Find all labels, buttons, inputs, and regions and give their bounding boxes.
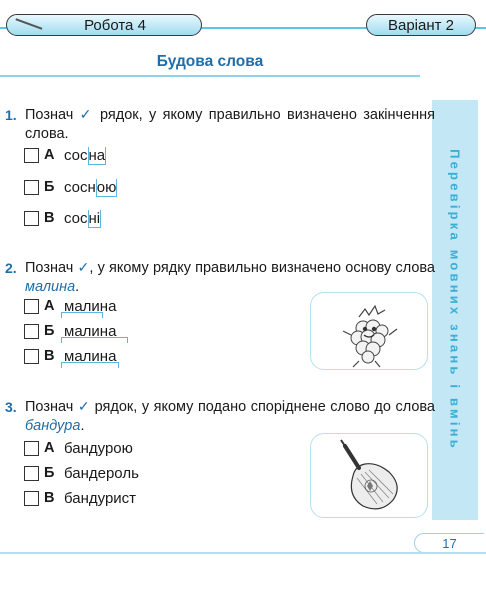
keyword: бандура: [25, 418, 81, 434]
ending-mark: на: [88, 147, 106, 164]
option-word: малина: [64, 348, 117, 365]
option-word: бандероль: [64, 465, 139, 482]
stem-mark: [61, 337, 128, 343]
stem-mark: [61, 362, 119, 368]
page-number: 17: [442, 536, 457, 551]
question-number: 1.: [5, 107, 17, 123]
answer-checkbox[interactable]: [24, 148, 39, 163]
question-text: Познач ✓ рядок, у якому правильно визначено закінчення слова.: [25, 106, 435, 142]
topic-title: Будова слова: [156, 53, 264, 70]
option-word: малина: [64, 298, 117, 315]
checkmark-icon: ✓: [79, 106, 94, 122]
variant-title: Варіант 2: [387, 17, 455, 34]
page-number-box: [414, 533, 484, 553]
work-label: [6, 14, 202, 36]
option-word: малина: [64, 323, 117, 340]
question-number: 2.: [5, 260, 17, 276]
answer-checkbox[interactable]: [24, 180, 39, 195]
answer-checkbox[interactable]: [24, 211, 39, 226]
bottom-line: [0, 552, 486, 554]
checkmark-icon: ✓: [77, 398, 91, 414]
stem-mark: [61, 312, 103, 318]
picture-frame: [310, 433, 428, 518]
option-word: бандурист: [64, 490, 137, 507]
keyword: малина: [25, 279, 76, 295]
variant-label: [366, 14, 476, 36]
answer-checkbox[interactable]: [24, 299, 39, 314]
side-tab-label: Перевірка мовних знань і вмінь: [447, 149, 463, 451]
option-word: бандурою: [64, 440, 133, 457]
ending-mark: ою: [96, 179, 117, 196]
answer-checkbox[interactable]: [24, 324, 39, 339]
answer-checkbox[interactable]: [24, 441, 39, 456]
checkmark-icon: ✓: [77, 259, 90, 275]
answer-checkbox[interactable]: [24, 349, 39, 364]
answer-checkbox[interactable]: [24, 466, 39, 481]
topic-underline: [0, 75, 420, 77]
question-number: 3.: [5, 399, 17, 415]
answer-checkbox[interactable]: [24, 491, 39, 506]
raspberry-character-illustration: [311, 293, 429, 371]
work-title: Робота 4: [84, 17, 146, 34]
question-text: Познач ✓, у якому рядку правильно визначено основу слова малина.: [25, 259, 435, 295]
question-text: Познач ✓ рядок, у якому подано споріднене слово до слова бандура.: [25, 398, 435, 434]
ending-mark: ні: [88, 210, 101, 227]
picture-frame: [310, 292, 428, 370]
bandura-illustration: [311, 434, 429, 519]
